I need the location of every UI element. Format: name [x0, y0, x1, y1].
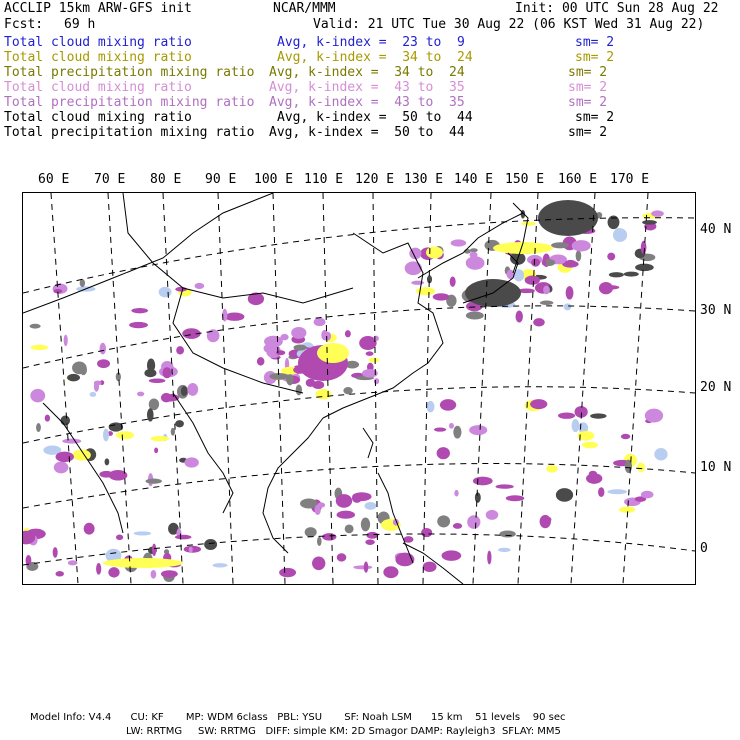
- field-cell: [641, 491, 654, 499]
- lon-label: 130 E: [404, 172, 444, 187]
- field-cell: [108, 567, 119, 577]
- field-cell: [442, 550, 462, 560]
- field-cell: [374, 378, 379, 384]
- field-cell: [195, 283, 205, 289]
- map-svg: [23, 193, 695, 584]
- field-cell: [598, 487, 604, 497]
- field-cell: [149, 379, 166, 383]
- field-cell: [543, 285, 550, 294]
- field-cell: [383, 566, 398, 578]
- field-smoothing: sm= 2: [568, 65, 608, 80]
- field-cell: [103, 429, 109, 442]
- field-cell: [499, 530, 515, 537]
- field-cell: [159, 287, 172, 298]
- field-cell: [590, 413, 606, 418]
- field-cell: [187, 383, 198, 396]
- field-cell: [433, 293, 450, 300]
- field-cell: [374, 336, 379, 341]
- field-cell: [325, 332, 332, 341]
- lon-label: 60 E: [38, 172, 70, 187]
- field-cell: [147, 408, 154, 421]
- field-cell: [317, 343, 349, 363]
- lat-line-30n: [23, 306, 695, 368]
- field-cell: [343, 387, 352, 394]
- field-cell: [609, 272, 624, 277]
- meridian-line: [323, 193, 333, 584]
- field-cell: [467, 515, 480, 529]
- init-time: Init: 00 UTC Sun 28 Aug 22: [515, 1, 719, 16]
- fcst-label: Fcst:: [4, 17, 44, 32]
- field-cell: [337, 511, 356, 519]
- field-cell: [176, 346, 184, 354]
- valid-time: Valid: 21 UTC Tue 30 Aug 22 (06 KST Wed 31 Aug 22): [313, 17, 705, 32]
- lon-label: 170 E: [610, 172, 650, 187]
- field-cell: [161, 570, 178, 578]
- field-k-index: Avg, k-index = 34 to 24: [269, 65, 465, 80]
- field-name: Total precipitation mixing ratio: [4, 125, 255, 140]
- field-cell: [345, 330, 351, 337]
- model-title: ACCLIP 15km ARW-GFS init: [4, 1, 192, 16]
- field-smoothing: sm= 2: [568, 125, 608, 140]
- lon-label: 120 E: [355, 172, 395, 187]
- field-cell: [565, 260, 576, 266]
- field-cell: [294, 344, 307, 350]
- field-name: Total cloud mixing ratio: [4, 80, 192, 95]
- field-cell: [36, 423, 41, 432]
- field-cell: [645, 409, 663, 423]
- field-cell: [582, 442, 598, 449]
- field-cell: [56, 452, 74, 462]
- field-cell: [62, 439, 81, 444]
- field-cell: [105, 458, 110, 465]
- field-cell: [175, 287, 187, 292]
- field-cell: [564, 303, 572, 310]
- field-cell: [635, 264, 654, 271]
- lat-label: 0: [700, 541, 708, 556]
- field-cell: [486, 510, 498, 520]
- field-cell: [624, 272, 639, 277]
- lat-label: 40 N: [700, 222, 732, 237]
- field-cell: [613, 228, 625, 242]
- field-cell: [61, 416, 71, 426]
- field-cell: [175, 535, 191, 540]
- org-label: NCAR/MMM: [273, 1, 336, 16]
- field-cell: [434, 428, 446, 432]
- field-cell: [30, 324, 41, 329]
- graticule: [23, 193, 695, 584]
- field-cell: [454, 490, 458, 497]
- field-cell: [305, 527, 317, 537]
- meridian-line: [373, 193, 378, 584]
- field-cell: [137, 392, 144, 397]
- fcst-value: 69 h: [64, 17, 96, 32]
- lon-label: 140 E: [454, 172, 494, 187]
- field-cell: [184, 457, 198, 467]
- field-cell: [96, 563, 101, 575]
- field-cell: [572, 240, 591, 251]
- field-cell: [437, 447, 450, 459]
- field-cell: [540, 301, 554, 305]
- field-cell: [100, 343, 106, 355]
- lat-label: 10 N: [700, 460, 732, 475]
- field-cell: [589, 471, 597, 477]
- field-cell: [365, 539, 375, 545]
- field-cell: [498, 548, 511, 552]
- lon-label: 70 E: [94, 172, 126, 187]
- field-cell: [296, 385, 302, 396]
- field-cell: [440, 399, 456, 411]
- field-cell: [144, 369, 156, 377]
- field-cell: [151, 570, 157, 579]
- field-cell: [475, 492, 481, 502]
- field-cell: [207, 329, 220, 342]
- field-cell: [466, 311, 484, 319]
- field-cell: [269, 373, 288, 380]
- field-cell: [352, 492, 371, 501]
- field-cell: [67, 374, 80, 381]
- field-cell: [521, 222, 536, 226]
- field-cell: [366, 351, 374, 356]
- field-cell: [368, 358, 379, 363]
- field-cell: [225, 312, 245, 320]
- footer-line-2: LW: RRTMG SW: RRTMG DIFF: simple KM: 2D Smagor DAMP: Rayleigh3 SFLAY: MM5: [126, 726, 561, 737]
- field-cell: [470, 248, 478, 252]
- field-cell: [531, 258, 540, 266]
- field-cell: [322, 533, 336, 540]
- lat-label: 30 N: [700, 303, 732, 318]
- field-cell: [97, 359, 110, 368]
- field-cell: [154, 448, 158, 454]
- coast-china-east: [323, 233, 443, 418]
- field-smoothing: sm= 2: [568, 80, 608, 95]
- field-cell: [286, 374, 293, 385]
- border-central-asia: [123, 193, 353, 303]
- field-cell: [353, 565, 372, 569]
- field-cell: [487, 551, 491, 565]
- field-cell: [314, 318, 326, 326]
- field-cell: [90, 392, 97, 397]
- field-cell: [619, 507, 635, 513]
- field-k-index: Avg, k-index = 50 to 44: [277, 110, 473, 125]
- field-cell: [530, 399, 547, 409]
- field-cell: [134, 531, 152, 535]
- field-cell: [152, 544, 156, 556]
- meridian-line: [51, 193, 78, 584]
- footer-line-1: Model Info: V4.4 CU: KF MP: WDM 6class PBL: YSU SF: Noah LSM 15 km 51 levels 90 sec: [30, 712, 566, 723]
- field-cell: [654, 448, 667, 460]
- field-cell: [641, 241, 647, 254]
- field-cell: [336, 494, 352, 508]
- field-cell: [423, 562, 437, 572]
- meridian-line: [571, 193, 595, 584]
- field-name: Total cloud mixing ratio: [4, 35, 192, 50]
- field-cell: [80, 365, 87, 375]
- lon-label: 100 E: [254, 172, 294, 187]
- field-cell: [453, 523, 462, 529]
- field-cell: [546, 517, 552, 523]
- coast-bay-of-bengal: [173, 393, 233, 513]
- field-cell: [556, 488, 573, 502]
- field-cell: [337, 553, 347, 561]
- field-cell: [516, 311, 523, 323]
- lat-line-40n: [23, 218, 695, 293]
- field-k-index: Avg, k-index = 23 to 9: [277, 35, 465, 50]
- field-name: Total precipitation mixing ratio: [4, 95, 255, 110]
- meridian-line: [108, 193, 131, 584]
- field-cell: [450, 276, 456, 286]
- field-cell: [80, 279, 85, 287]
- field-cell: [300, 499, 317, 509]
- map-panel: [22, 192, 696, 585]
- field-cell: [607, 489, 626, 494]
- field-cell: [94, 381, 102, 386]
- field-cell: [533, 318, 545, 326]
- field-smoothing: sm= 2: [575, 110, 615, 125]
- field-cell: [45, 415, 50, 422]
- field-cell: [469, 425, 487, 435]
- field-cell: [145, 479, 162, 484]
- field-cell: [129, 322, 148, 328]
- field-cell: [175, 420, 184, 427]
- field-cell: [576, 250, 582, 261]
- field-cell: [642, 220, 657, 225]
- field-k-index: Avg, k-index = 50 to 44: [269, 125, 465, 140]
- field-cell: [312, 381, 324, 389]
- field-cell: [279, 568, 296, 577]
- field-cell: [572, 419, 580, 432]
- field-cell: [212, 563, 227, 567]
- field-k-index: Avg, k-index = 43 to 35: [269, 80, 465, 95]
- field-cell: [204, 539, 217, 550]
- field-cell: [345, 525, 354, 534]
- field-cell: [99, 471, 113, 478]
- field-cell: [264, 344, 277, 353]
- field-cell: [437, 515, 450, 527]
- field-cell: [506, 495, 525, 501]
- field-cell: [449, 423, 454, 429]
- field-cell: [453, 426, 461, 439]
- field-cell: [316, 389, 332, 399]
- field-cell: [426, 247, 443, 259]
- lon-label: 150 E: [505, 172, 545, 187]
- lon-label: 80 E: [150, 172, 182, 187]
- coast-taiwan: [363, 428, 373, 458]
- field-cell: [466, 256, 485, 269]
- field-cell: [546, 465, 557, 473]
- field-cell: [366, 532, 378, 539]
- field-smoothing: sm= 2: [575, 35, 615, 50]
- field-cell: [542, 259, 546, 265]
- field-cell: [55, 571, 63, 577]
- field-cell: [31, 345, 48, 350]
- field-cell: [421, 528, 432, 537]
- field-cell: [84, 523, 95, 535]
- field-cell: [637, 462, 645, 472]
- field-k-index: Avg, k-index = 43 to 35: [269, 95, 465, 110]
- field-cell: [162, 367, 171, 378]
- field-name: Total cloud mixing ratio: [4, 50, 192, 65]
- field-cell: [314, 505, 320, 515]
- field-cell: [470, 252, 478, 258]
- field-cell: [416, 287, 435, 295]
- field-cell: [361, 518, 370, 532]
- field-smoothing: sm= 2: [575, 50, 615, 65]
- field-cell: [291, 327, 306, 339]
- field-k-index: Avg, k-index = 34 to 24: [277, 50, 473, 65]
- field-cell: [607, 253, 615, 261]
- field-smoothing: sm= 2: [568, 95, 608, 110]
- field-name: Total cloud mixing ratio: [4, 110, 192, 125]
- field-cell: [116, 431, 134, 439]
- field-cell: [103, 558, 183, 568]
- lon-label: 110 E: [304, 172, 344, 187]
- field-cell: [151, 436, 169, 441]
- field-cell: [451, 239, 467, 246]
- field-cell: [171, 428, 175, 436]
- field-cell: [317, 537, 322, 546]
- lat-label: 20 N: [700, 380, 732, 395]
- field-cell: [364, 561, 368, 572]
- field-cell: [54, 461, 69, 473]
- field-cell: [30, 389, 45, 402]
- field-cell: [427, 401, 435, 413]
- field-cell: [181, 386, 188, 396]
- field-cell: [525, 275, 540, 284]
- field-cell: [64, 335, 68, 347]
- field-cell: [189, 547, 193, 553]
- field-name: Total precipitation mixing ratio: [4, 65, 255, 80]
- field-cell: [621, 434, 630, 439]
- field-cell: [538, 200, 598, 236]
- field-cell: [365, 502, 377, 510]
- field-cell: [566, 286, 574, 299]
- field-cell: [496, 484, 514, 488]
- field-cell: [599, 282, 613, 294]
- field-cell: [651, 210, 664, 216]
- lon-label: 160 E: [558, 172, 598, 187]
- field-cell: [131, 308, 148, 313]
- coast-north-asia: [23, 193, 273, 313]
- field-cell: [312, 556, 325, 570]
- field-cell: [551, 242, 569, 248]
- field-cell: [116, 535, 123, 540]
- field-cell: [405, 261, 422, 275]
- lon-label: 90 E: [205, 172, 237, 187]
- field-cell: [558, 412, 575, 418]
- field-cell: [473, 477, 493, 486]
- field-cell: [257, 357, 265, 366]
- field-cell: [53, 547, 58, 558]
